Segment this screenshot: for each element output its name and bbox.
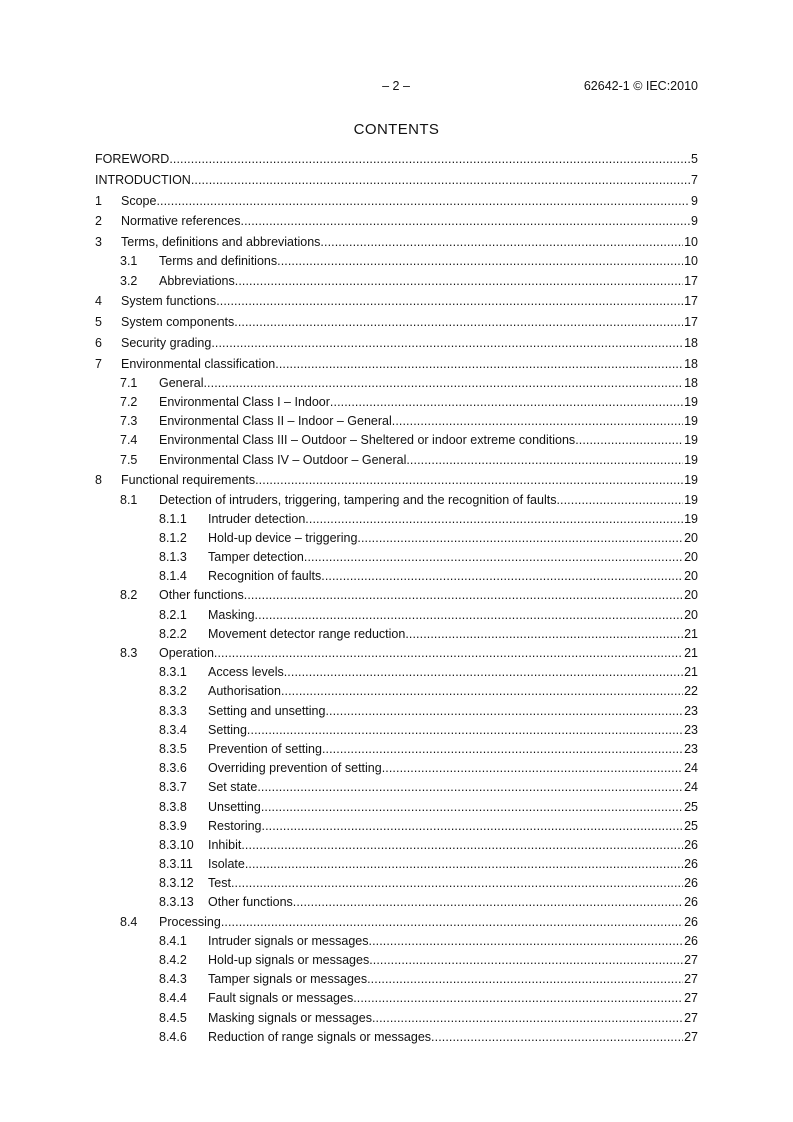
page-header [0,78,793,94]
toc-entry-label: Scope [121,193,157,208]
toc-entry-number: 7.2 [120,395,138,409]
toc-entry[interactable] [95,431,698,450]
toc-entry-title [208,893,698,912]
toc-entry[interactable] [95,1009,698,1028]
toc-entry[interactable] [95,702,698,721]
toc-entry-label: Environmental Class I – Indoor [159,395,330,409]
toc-entry-title [208,663,698,682]
toc-entry-number: 8.3.8 [159,799,187,814]
toc-entry-label: Tamper detection [208,550,304,565]
toc-entry-label: Fault signals or messages [208,991,354,1006]
toc-entry-number: 3.1 [120,254,138,269]
toc-entry-label: Processing [159,914,221,929]
toc-entry-number: 3.2 [120,273,138,288]
toc-entry-title [208,798,698,817]
toc-entry-title [208,1009,698,1028]
toc-entry-page: 27 [683,951,698,970]
toc-entry[interactable] [95,951,698,970]
toc-entry-title [159,451,698,470]
toc-entry-page: 25 [683,817,698,836]
toc-entry-page: 10 [683,252,698,271]
toc-entry-number: 8.3.11 [159,857,193,872]
toc-entry[interactable] [95,313,698,332]
toc-entry-label: Terms and definitions [159,254,278,269]
toc-entry[interactable] [95,721,698,740]
toc-entry-title [159,393,698,412]
toc-entry-page: 18 [683,374,698,393]
toc-entry[interactable] [95,171,698,190]
toc-entry-title [208,548,698,567]
toc-entry-title [208,951,698,970]
toc-entry-label: Other functions [208,895,293,910]
toc-entry-label: Abbreviations [159,273,235,288]
toc-entry-page: 17 [683,313,698,332]
toc-entry-title [208,970,698,989]
toc-entry-label: Inhibit [208,837,242,852]
toc-entry-label: Recognition of faults [208,569,322,584]
toc-entry[interactable] [95,606,698,625]
toc-entry-label: Hold-up signals or messages [208,953,370,968]
toc-entry-page: 26 [683,932,698,951]
toc-entry-number: 8.4 [120,914,138,929]
toc-entry-page: 20 [683,606,698,625]
toc-entry-title [159,412,698,431]
toc-entry-page: 26 [683,874,698,893]
toc-entry-page: 23 [683,702,698,721]
toc-entry-number: 7.5 [120,452,138,467]
toc-entry-label: Movement detector range reduction [208,626,406,641]
toc-entry-page: 5 [690,150,698,169]
toc-entry-title [208,759,698,778]
toc-entry-number: 8.2.1 [159,607,187,622]
toc-entry[interactable] [95,334,698,353]
toc-entry-number: 8.2.2 [159,626,187,641]
toc-entry-number: 8.4.6 [159,1029,187,1044]
toc-entry-title [208,567,698,586]
toc-entry[interactable] [95,548,698,567]
toc-entry-number: 8.3.5 [159,741,187,756]
toc-entry[interactable] [95,874,698,893]
toc-entry-title [159,586,698,605]
toc-entry[interactable] [95,644,698,663]
toc-entry-label: General [159,375,204,390]
toc-entry-title [208,529,698,548]
toc-entry-page: 19 [683,491,698,510]
toc-entry[interactable] [95,393,698,412]
toc-entry-number: 7.1 [120,375,138,390]
toc-entry-title [208,1028,698,1047]
toc-entry-page: 20 [683,548,698,567]
toc-entry-number: 8.3.13 [159,895,194,910]
toc-entry-label: Masking signals or messages [208,1010,372,1025]
toc-entry-number: 8.4.5 [159,1010,187,1025]
toc-entry-title [159,913,698,932]
toc-entry-label: Overriding prevention of setting [208,761,382,776]
toc-entry[interactable] [95,252,698,271]
toc-entry[interactable] [95,989,698,1008]
toc-entry-number: 8.3 [120,646,138,661]
toc-entry-page: 23 [683,721,698,740]
toc-entry-label: System functions [121,294,217,309]
toc-entry-number: 8.1.2 [159,530,187,545]
toc-entry-number: 1 [95,193,102,208]
toc-entry-title [121,212,698,231]
toc-entry-title [208,817,698,836]
toc-entry-page: 17 [683,292,698,311]
toc-entry-number: 8.3.2 [159,684,187,699]
toc-entry-page: 19 [683,412,698,431]
toc-entry[interactable] [95,272,698,291]
toc-entry-title [208,702,698,721]
toc-entry-title [159,491,698,510]
toc-entry-page: 25 [683,798,698,817]
toc-entry-number: 8.3.6 [159,761,187,776]
toc-entry[interactable] [95,1028,698,1047]
toc-entry[interactable] [95,932,698,951]
toc-entry[interactable] [95,192,698,211]
toc-entry-label: Setting [208,722,247,737]
toc-entry-number: 3 [95,235,102,250]
toc-entry-label: Security grading [121,335,212,350]
toc-entry[interactable] [95,471,698,490]
toc-entry-number: 8.3.7 [159,780,187,795]
toc-entry-number: 8.2 [120,588,138,603]
toc-entry-number: 8.3.9 [159,818,187,833]
toc-entry-page: 21 [683,663,698,682]
toc-entry-label: Detection of intruders, triggering, tampering and the recognition of faults [159,492,557,507]
toc-entry-label: Restoring [208,818,262,833]
toc-entry-title [159,272,698,291]
toc-entry-title [121,471,698,490]
toc-entry-label: Hold-up device – triggering [208,530,358,545]
toc-entry-number: 8.3.12 [159,876,194,891]
toc-entry[interactable] [95,759,698,778]
toc-entry-title [208,721,698,740]
toc-entry-page: 20 [683,567,698,586]
toc-entry-title [121,355,698,374]
toc-entry-page: 20 [683,586,698,605]
toc-entry-number: 8.4.1 [159,933,187,948]
toc-entry-label: Reduction of range signals or messages [208,1029,432,1044]
toc-entry-title [95,171,698,190]
toc-entry-number: 2 [95,214,102,229]
toc-entry[interactable] [95,893,698,912]
toc-entry-page: 26 [683,855,698,874]
toc-entry-label: Intruder signals or messages [208,933,369,948]
toc-entry[interactable] [95,233,698,252]
toc-entry-number: 7.4 [120,433,138,448]
toc-entry-label: Functional requirements [121,473,256,488]
toc-entry[interactable] [95,855,698,874]
toc-entry-title [159,644,698,663]
toc-entry-page: 18 [683,355,698,374]
toc-entry-number: 8.4.3 [159,972,187,987]
toc-entry-title [159,374,698,393]
toc-entry-page: 27 [683,1009,698,1028]
toc-entry-number: 8.4.4 [159,991,187,1006]
toc-entry-page: 9 [690,212,698,231]
toc-entry-label: System components [121,315,235,330]
toc-entry-label: Terms, definitions and abbreviations [121,235,321,250]
toc-entry-number: 7.3 [120,414,138,429]
toc-entry-title [208,740,698,759]
toc-entry-page: 26 [683,893,698,912]
toc-entry[interactable] [95,567,698,586]
toc-entry[interactable] [95,292,698,311]
toc-entry-label: Other functions [159,588,244,603]
toc-entry[interactable] [95,625,698,644]
toc-entry-number: 8.1.1 [159,511,187,526]
toc-entry-label: Test [208,876,231,891]
toc-entry-title [208,606,698,625]
toc-entry-label: Unsetting [208,799,261,814]
toc-entry-page: 10 [683,233,698,252]
toc-entry[interactable] [95,491,698,510]
toc-entry[interactable] [95,451,698,470]
toc-entry-title [208,682,698,701]
toc-entry-page: 27 [683,989,698,1008]
toc-entry[interactable] [95,510,698,529]
toc-entry-label: Operation [159,646,214,661]
toc-entry-page: 21 [683,625,698,644]
toc-entry-label: Environmental Class II – Indoor – General [159,414,392,429]
toc-entry-label: Intruder detection [208,511,306,526]
table-of-contents [95,150,698,1047]
toc-entry-number: 8.4.2 [159,953,187,968]
toc-entry-number: 8.3.3 [159,703,187,718]
toc-entry-title [208,625,698,644]
toc-entry-page: 9 [690,192,698,211]
toc-entry-label: Normative references [121,214,241,229]
toc-entry-number: 5 [95,315,102,330]
toc-entry-label: Environmental Class III – Outdoor – Sheltered or indoor extreme conditions [159,433,576,448]
toc-entry-title [159,431,698,450]
toc-entry-page: 19 [683,471,698,490]
toc-entry[interactable] [95,913,698,932]
toc-entry-page: 18 [683,334,698,353]
toc-entry[interactable] [95,798,698,817]
toc-entry-title [208,836,698,855]
toc-entry-number: 6 [95,335,102,350]
toc-entry[interactable] [95,740,698,759]
toc-entry-page: 26 [683,836,698,855]
toc-entry-label: Environmental Class IV – Outdoor – General [159,452,407,467]
toc-entry-title [121,233,698,252]
toc-entry-label: FOREWORD [95,152,170,166]
toc-entry-title [159,252,698,271]
toc-entry-title [208,932,698,951]
toc-entry-number: 8.3.4 [159,722,187,737]
toc-entry-number: 8.1.3 [159,550,187,565]
toc-entry[interactable] [95,836,698,855]
toc-entry[interactable] [95,778,698,797]
toc-entry-label: INTRODUCTION [95,172,191,187]
toc-entry-page: 19 [683,431,698,450]
toc-entry[interactable] [95,150,698,169]
toc-entry-title [121,334,698,353]
contents-title: CONTENTS [353,121,440,138]
toc-entry[interactable] [95,682,698,701]
toc-entry-label: Access levels [208,665,284,680]
toc-entry-label: Environmental classification [121,356,276,371]
toc-entry-label: Masking [208,607,255,622]
toc-entry-number: 8.3.1 [159,665,187,680]
toc-entry-label: Prevention of setting [208,741,322,756]
toc-entry-page: 26 [683,913,698,932]
toc-entry-title [121,192,698,211]
toc-entry-number: 7 [95,356,102,371]
toc-entry-number: 8.1 [120,492,138,507]
toc-entry-page: 27 [683,1028,698,1047]
toc-entry[interactable] [95,374,698,393]
toc-entry-number: 8 [95,473,102,488]
page-number: – 2 – [382,79,410,93]
toc-entry-number: 4 [95,294,102,309]
toc-entry-label: Set state [208,780,258,795]
toc-entry-title [208,510,698,529]
toc-entry-page: 20 [683,529,698,548]
toc-entry[interactable] [95,412,698,431]
toc-entry-page: 24 [683,778,698,797]
toc-entry-label: Authorisation [208,684,281,699]
toc-entry-page: 24 [683,759,698,778]
toc-entry-page: 19 [683,451,698,470]
standard-reference: 62642-1 © IEC:2010 [583,79,698,93]
toc-entry-label: Tamper signals or messages [208,972,368,987]
toc-entry-title [208,874,698,893]
toc-entry-page: 23 [683,740,698,759]
toc-entry-label: Isolate [208,857,245,872]
toc-entry[interactable] [95,586,698,605]
toc-entry-title [208,778,698,797]
toc-entry-page: 21 [683,644,698,663]
toc-entry[interactable] [95,212,698,231]
toc-entry-page: 19 [683,393,698,412]
toc-entry-title [95,150,698,169]
toc-entry[interactable] [95,970,698,989]
toc-entry-number: 8.1.4 [159,569,187,584]
toc-entry[interactable] [95,817,698,836]
toc-entry-label: Setting and unsetting [208,703,326,718]
toc-entry-page: 22 [683,682,698,701]
toc-entry-number: 8.3.10 [159,837,194,852]
toc-entry-page: 7 [690,171,698,190]
toc-entry[interactable] [95,529,698,548]
toc-entry-title [208,855,698,874]
toc-entry-title [121,292,698,311]
toc-entry-page: 27 [683,970,698,989]
toc-entry[interactable] [95,355,698,374]
toc-entry-page: 17 [683,272,698,291]
toc-entry-title [121,313,698,332]
toc-entry[interactable] [95,663,698,682]
toc-entry-page: 19 [683,510,698,529]
toc-entry-title [208,989,698,1008]
